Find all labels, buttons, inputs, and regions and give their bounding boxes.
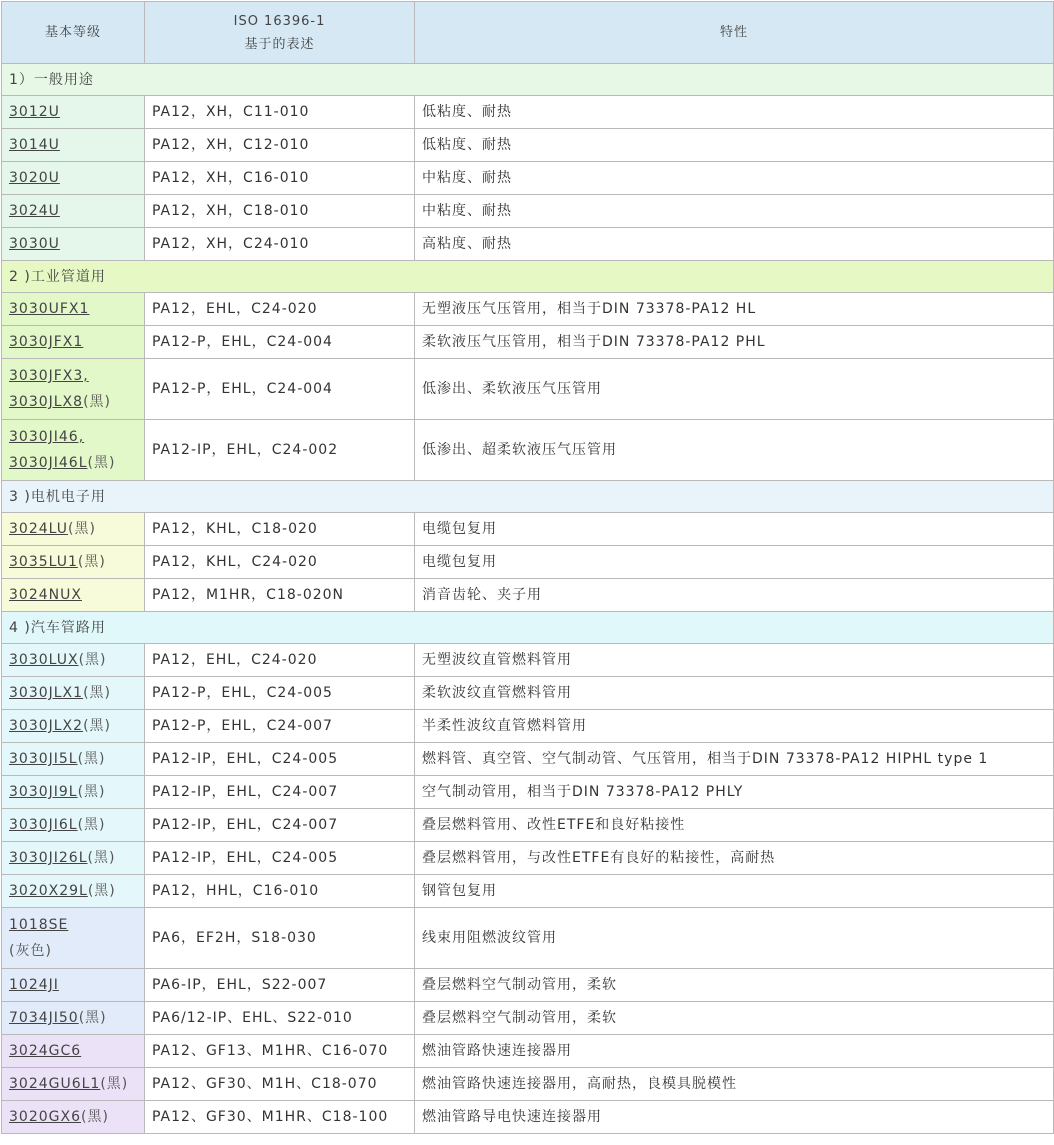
- table-row: [2, 326, 1054, 359]
- iso-cell: PA12，EHL，C24-020: [145, 644, 415, 677]
- iso-cell: PA12，XH，C12-010: [145, 129, 415, 162]
- grade-cell: [2, 842, 145, 875]
- grade-cell: [2, 420, 145, 481]
- iso-cell: PA12-IP，EHL，C24-007: [145, 776, 415, 809]
- grade-cell: [2, 162, 145, 195]
- table-row: [2, 842, 1054, 875]
- grade-link[interactable]: 3030JI46L: [9, 455, 88, 471]
- table-row: [2, 776, 1054, 809]
- section-row: [2, 261, 1054, 293]
- desc-cell: 燃料管、真空管、空气制动管、气压管用，相当于DIN 73378-PA12 HIPHL type 1: [415, 743, 1054, 776]
- desc-cell: 燃油管路快速连接器用: [415, 1035, 1054, 1068]
- grade-cell: [2, 359, 145, 420]
- grade-cell: [2, 743, 145, 776]
- iso-cell: PA12、GF30、M1H、C18-070: [145, 1068, 415, 1101]
- grade-link[interactable]: 3030JI46,: [9, 429, 85, 445]
- black-suffix: (黑): [87, 883, 116, 899]
- table-row: [2, 644, 1054, 677]
- iso-cell: PA12，XH，C11-010: [145, 96, 415, 129]
- grade-link[interactable]: 3030JLX1: [9, 685, 84, 701]
- table-row: [2, 546, 1054, 579]
- table-row: [2, 969, 1054, 1002]
- black-suffix: (黑): [77, 751, 106, 767]
- desc-cell: 钢管包复用: [415, 875, 1054, 908]
- black-suffix: (黑): [83, 685, 111, 701]
- desc-cell: 燃油管路快速连接器用，高耐热，良模具脱模性: [415, 1068, 1054, 1101]
- section-title: 2 )工业管道用: [2, 261, 1054, 293]
- grade-link[interactable]: 1024JI: [9, 977, 59, 993]
- table-row: [2, 1101, 1054, 1134]
- desc-cell: 中粘度、耐热: [415, 195, 1054, 228]
- grade-cell: [2, 1002, 145, 1035]
- table-row: [2, 1002, 1054, 1035]
- grade-link[interactable]: 3024GC6: [9, 1043, 82, 1059]
- section-title: 3 )电机电子用: [2, 481, 1054, 513]
- black-suffix: (黑): [87, 850, 116, 866]
- iso-cell: PA6，EF2H，S18-030: [145, 908, 415, 969]
- black-suffix: (黑): [67, 521, 96, 537]
- grade-link[interactable]: 3020X29L: [9, 883, 88, 899]
- black-suffix: (黑): [80, 1109, 109, 1125]
- desc-cell: 中粘度、耐热: [415, 162, 1054, 195]
- grade-link[interactable]: 3030JLX2: [9, 718, 84, 734]
- grade-cell: [2, 129, 145, 162]
- grade-cell: [2, 677, 145, 710]
- grade-cell: [2, 1035, 145, 1068]
- grade-link[interactable]: 3024GU6L1: [9, 1076, 101, 1092]
- table-row: [2, 677, 1054, 710]
- grade-cell: [2, 228, 145, 261]
- black-suffix: (黑): [100, 1076, 129, 1092]
- header-iso: [145, 2, 415, 64]
- grade-cell: [2, 579, 145, 612]
- table-row: [2, 809, 1054, 842]
- table-row: [2, 1035, 1054, 1068]
- grade-link[interactable]: 3030JI26L: [9, 850, 88, 866]
- black-suffix: (黑): [77, 817, 106, 833]
- table-row: [2, 195, 1054, 228]
- table-row: [2, 908, 1054, 969]
- black-suffix: (黑): [87, 455, 116, 471]
- grade-cell: [2, 546, 145, 579]
- grade-link[interactable]: 3024U: [9, 203, 60, 219]
- grade-link[interactable]: 3030U: [9, 236, 60, 252]
- iso-cell: PA12-IP，EHL，C24-007: [145, 809, 415, 842]
- desc-cell: 燃油管路导电快速连接器用: [415, 1101, 1054, 1134]
- grade-link[interactable]: 3030JLX8: [9, 394, 84, 410]
- desc-cell: 空气制动管用，相当于DIN 73378-PA12 PHLY: [415, 776, 1054, 809]
- grade-link[interactable]: 1018SE: [9, 917, 69, 933]
- grade-link[interactable]: 3012U: [9, 104, 60, 120]
- grade-cell: [2, 195, 145, 228]
- grade-cell: [2, 908, 145, 969]
- desc-cell: 消音齿轮、夹子用: [415, 579, 1054, 612]
- desc-cell: 无塑液压气压管用，相当于DIN 73378-PA12 HL: [415, 293, 1054, 326]
- iso-cell: PA12，XH，C16-010: [145, 162, 415, 195]
- desc-cell: 低粘度、耐热: [415, 96, 1054, 129]
- desc-cell: 电缆包复用: [415, 546, 1054, 579]
- black-suffix: (黑): [77, 554, 106, 570]
- grade-link[interactable]: 3024LU: [9, 521, 68, 537]
- desc-cell: 柔软液压气压管用，相当于DIN 73378-PA12 PHL: [415, 326, 1054, 359]
- grade-link[interactable]: 7034JI50: [9, 1010, 79, 1026]
- iso-cell: PA12-P，EHL，C24-004: [145, 359, 415, 420]
- iso-cell: PA12、GF30、M1HR、C18-100: [145, 1101, 415, 1134]
- grade-link[interactable]: 3020GX6: [9, 1109, 81, 1125]
- iso-cell: PA6/12-IP、EHL、S22-010: [145, 1002, 415, 1035]
- grade-cell: [2, 513, 145, 546]
- desc-cell: 电缆包复用: [415, 513, 1054, 546]
- grade-cell: [2, 644, 145, 677]
- iso-cell: PA12，XH，C24-010: [145, 228, 415, 261]
- black-suffix: (黑): [77, 784, 106, 800]
- iso-cell: PA12-P，EHL，C24-004: [145, 326, 415, 359]
- desc-cell: 线束用阻燃波纹管用: [415, 908, 1054, 969]
- table-row: [2, 875, 1054, 908]
- iso-cell: PA12-IP，EHL，C24-005: [145, 743, 415, 776]
- black-suffix: (黑): [78, 1010, 107, 1026]
- desc-cell: 无塑波纹直管燃料管用: [415, 644, 1054, 677]
- header-iso-line2: 基于的表述: [244, 36, 315, 52]
- iso-cell: PA12-P，EHL，C24-005: [145, 677, 415, 710]
- iso-cell: PA12，KHL，C18-020: [145, 513, 415, 546]
- grade-table: [1, 1, 1054, 1134]
- black-suffix: (黑): [78, 652, 107, 668]
- desc-cell: 柔软波纹直管燃料管用: [415, 677, 1054, 710]
- black-suffix: (黑): [83, 394, 111, 410]
- table-row: [2, 96, 1054, 129]
- grade-cell: [2, 875, 145, 908]
- iso-cell: PA12、GF13、M1HR、C16-070: [145, 1035, 415, 1068]
- table-row: [2, 1068, 1054, 1101]
- grade-cell: [2, 293, 145, 326]
- grade-cell: [2, 1068, 145, 1101]
- iso-cell: PA12-P，EHL，C24-007: [145, 710, 415, 743]
- header-properties: 特性: [415, 2, 1054, 64]
- grade-cell: [2, 326, 145, 359]
- grade-cell: [2, 969, 145, 1002]
- table-row: [2, 513, 1054, 546]
- grade-link[interactable]: 3030UFX1: [9, 301, 90, 317]
- desc-cell: 高粘度、耐热: [415, 228, 1054, 261]
- section-row: [2, 612, 1054, 644]
- grade-link[interactable]: 3014U: [9, 137, 60, 153]
- section-row: [2, 481, 1054, 513]
- desc-cell: 低渗出、超柔软液压气压管用: [415, 420, 1054, 481]
- grade-note: (灰色): [9, 943, 52, 959]
- table-row: [2, 293, 1054, 326]
- iso-cell: PA12，EHL，C24-020: [145, 293, 415, 326]
- desc-cell: 叠层燃料管用、改性ETFE和良好粘接性: [415, 809, 1054, 842]
- grade-cell: [2, 776, 145, 809]
- grade-link[interactable]: 3020U: [9, 170, 60, 186]
- header-row: [2, 2, 1054, 64]
- grade-link[interactable]: 3035LU1: [9, 554, 78, 570]
- grade-cell: [2, 1101, 145, 1134]
- black-suffix: (黑): [83, 718, 111, 734]
- grade-link[interactable]: 3030JFX3,: [9, 368, 89, 384]
- section-title: 1）一般用途: [2, 64, 1054, 96]
- iso-cell: PA12，KHL，C24-020: [145, 546, 415, 579]
- table-row: [2, 129, 1054, 162]
- iso-cell: PA12，M1HR，C18-020N: [145, 579, 415, 612]
- desc-cell: 半柔性波纹直管燃料管用: [415, 710, 1054, 743]
- header-iso-line1: ISO 16396-1: [233, 13, 326, 29]
- section-row: [2, 64, 1054, 96]
- desc-cell: 低粘度、耐热: [415, 129, 1054, 162]
- table-row: [2, 162, 1054, 195]
- desc-cell: 低渗出、柔软液压气压管用: [415, 359, 1054, 420]
- grade-link[interactable]: 3030JFX1: [9, 334, 84, 350]
- table-row: [2, 743, 1054, 776]
- grade-link[interactable]: 3024NUX: [9, 587, 82, 603]
- table-row: [2, 579, 1054, 612]
- table-row: [2, 359, 1054, 420]
- table-row: [2, 228, 1054, 261]
- iso-cell: PA12，XH，C18-010: [145, 195, 415, 228]
- grade-link[interactable]: 3030JI9L: [9, 784, 78, 800]
- header-basic-grade: 基本等级: [2, 2, 145, 64]
- section-title: 4 )汽车管路用: [2, 612, 1054, 644]
- desc-cell: 叠层燃料管用，与改性ETFE有良好的粘接性，高耐热: [415, 842, 1054, 875]
- iso-cell: PA12-IP，EHL，C24-002: [145, 420, 415, 481]
- grade-cell: [2, 96, 145, 129]
- desc-cell: 叠层燃料空气制动管用，柔软: [415, 1002, 1054, 1035]
- iso-cell: PA6-IP，EHL，S22-007: [145, 969, 415, 1002]
- table-row: [2, 710, 1054, 743]
- grade-link[interactable]: 3030JI5L: [9, 751, 78, 767]
- iso-cell: PA12，HHL，C16-010: [145, 875, 415, 908]
- desc-cell: 叠层燃料空气制动管用，柔软: [415, 969, 1054, 1002]
- table-row: [2, 420, 1054, 481]
- grade-cell: [2, 710, 145, 743]
- grade-link[interactable]: 3030LUX: [9, 652, 79, 668]
- grade-cell: [2, 809, 145, 842]
- iso-cell: PA12-IP，EHL，C24-005: [145, 842, 415, 875]
- grade-link[interactable]: 3030JI6L: [9, 817, 78, 833]
